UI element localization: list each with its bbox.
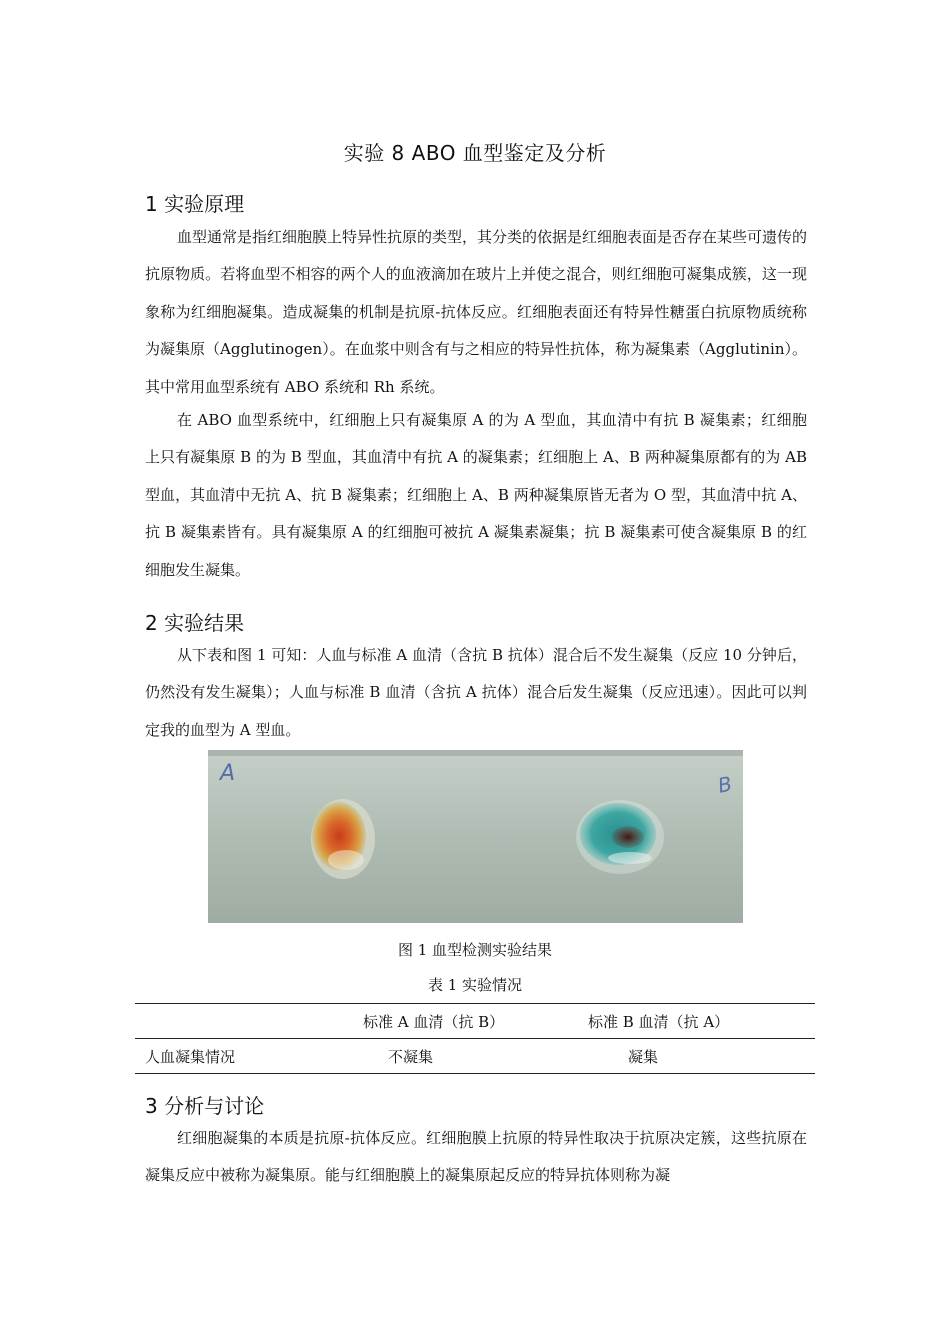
table-header-row (135, 1004, 815, 1039)
table-header-cell: 标准 B 血清（抗 A） (588, 1012, 730, 1031)
table-cell: 不凝集 (388, 1047, 434, 1066)
drop-a-serum (311, 799, 375, 879)
section-heading-results: 2 实验结果 (145, 611, 245, 635)
section-heading-principle: 1 实验原理 (145, 192, 245, 216)
blood-typing-photo (208, 750, 743, 923)
table-row (135, 1039, 815, 1074)
document-title: 实验 8 ABO 血型鉴定及分析 (343, 141, 607, 165)
table-cell: 人血凝集情况 (145, 1047, 236, 1066)
table-header-cell (135, 1004, 363, 1039)
principle-paragraph-1: 血型通常是指红细胞膜上特异性抗原的类型，其分类的依据是红细胞表面是否存在某些可遗传的抗原物质。若将血型不相容的两个人的血液滴加在玻片上并使之混合，则红细胞可凝集成簇，这一现象称为红细胞凝集。造成凝集的机制是抗原-抗体反应。红细胞表面还有特异性糖蛋白抗原物质统称为凝集原（Agglutinogen）。在血浆中则含有与之相应的特异性抗体，称为凝集素（Agglutinin）。其中常用血型系统有 ABO 系统和 Rh 系统。 (145, 228, 808, 396)
slide-label-a: A (220, 761, 236, 786)
table-header-cell: 标准 A 血清（抗 B） (363, 1012, 505, 1031)
section-heading-discussion: 3 分析与讨论 (145, 1094, 265, 1118)
principle-paragraph-2: 在 ABO 血型系统中，红细胞上只有凝集原 A 的为 A 型血，其血清中有抗 B 凝集素；红细胞上只有凝集原 B 的为 B 型血，其血清中有抗 A 的凝集素；红细胞上 A、B 两种凝集原都有的为 AB 型血，其血清中无抗 A、抗 B 凝集素；红细胞上 A、B 两种凝集原皆无者为 O 型，其血清中抗 A、抗 B 凝集素皆有。具有凝集原 A 的红细胞可被抗 A 凝集素凝集；抗 B 凝集素可使含凝集原 B 的红细胞发生凝集。 (145, 411, 807, 579)
results-table (135, 1003, 815, 1074)
results-paragraph: 从下表和图 1 可知：人血与标准 A 血清（含抗 B 抗体）混合后不发生凝集（反应 10 分钟后，仍然没有发生凝集）；人血与标准 B 血清（含抗 A 抗体）混合后发生凝集（反应迅速）。因此可以判定我的血型为 A 型血。 (145, 646, 807, 739)
drop-b-serum (576, 800, 664, 874)
slide-label-b: B (715, 771, 735, 798)
table-cell: 凝集 (628, 1047, 659, 1066)
discussion-paragraph: 红细胞凝集的本质是抗原-抗体反应。红细胞膜上抗原的特异性取决于抗原决定簇，这些抗原在凝集反应中被称为凝集原。能与红细胞膜上的凝集原起反应的特异抗体则称为凝 (145, 1129, 807, 1185)
figure-caption: 图 1 血型检测实验结果 (397, 941, 553, 959)
table-caption: 表 1 实验情况 (427, 976, 523, 994)
